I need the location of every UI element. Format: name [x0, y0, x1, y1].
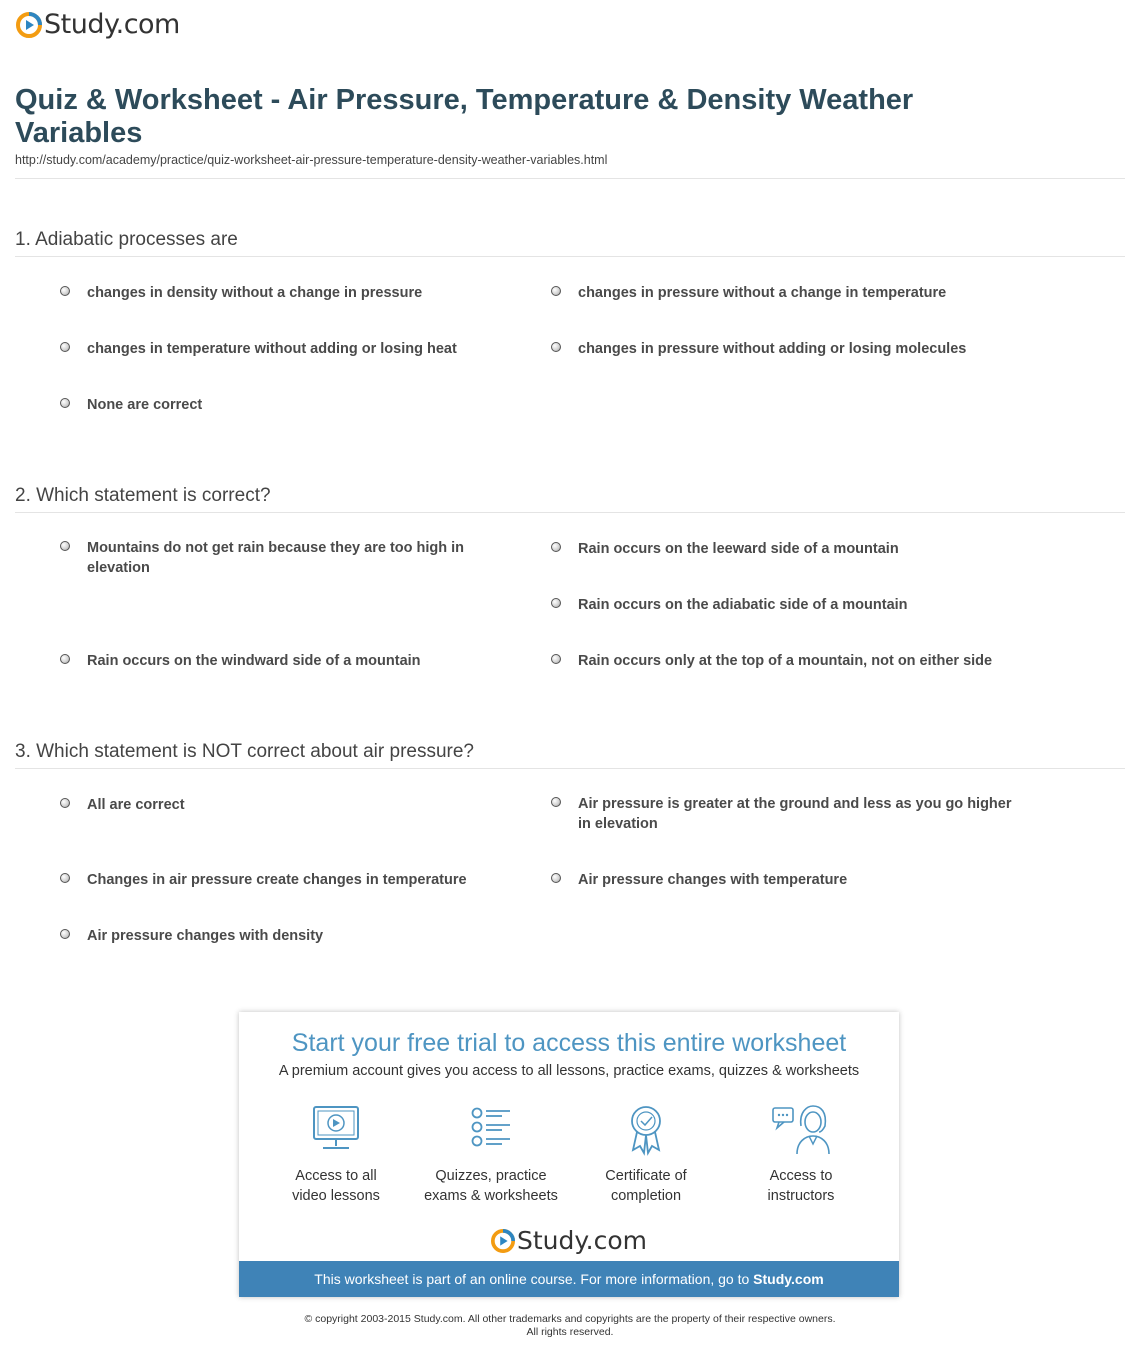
- question-2-title: 2. Which statement is correct?: [15, 485, 271, 506]
- divider: [15, 178, 1125, 179]
- option-label: Rain occurs only at the top of a mountain, not on either side: [578, 653, 993, 669]
- option-label: changes in density without a change in pressure: [87, 285, 423, 301]
- promo-logo[interactable]: [239, 1226, 899, 1255]
- q1-option-2[interactable]: [551, 283, 1021, 303]
- q3-option-2[interactable]: [551, 794, 1021, 834]
- free-trial-promo: [239, 1012, 899, 1297]
- copyright-line1: © copyright 2003-2015 Study.com. All other trademarks and copyrights are the property of their respective owners.: [304, 1313, 836, 1325]
- logo-text: Study.com: [44, 9, 180, 40]
- feature-instructors: [726, 1104, 876, 1206]
- promo-footer-text: This worksheet is part of an online course. For more information, go to: [314, 1271, 754, 1287]
- promo-footer: [239, 1261, 899, 1297]
- option-label: Rain occurs on the leeward side of a mountain: [578, 541, 899, 557]
- promo-footer-link[interactable]: Study.com: [753, 1271, 824, 1287]
- radio-button[interactable]: [60, 798, 70, 808]
- option-label: changes in pressure without a change in temperature: [578, 285, 947, 301]
- question-3-title: 3. Which statement is NOT correct about air pressure?: [15, 741, 474, 762]
- radio-button[interactable]: [60, 398, 70, 408]
- q2-option-5[interactable]: [551, 651, 1021, 671]
- feature-quizzes: [416, 1104, 566, 1206]
- logo-play-icon: [491, 1229, 515, 1253]
- q3-option-5[interactable]: [60, 926, 500, 946]
- divider: [15, 512, 1125, 513]
- option-label: Mountains do not get rain because they are too high in elevation: [87, 540, 465, 576]
- feature-label-line2: completion: [610, 1188, 682, 1204]
- q3-option-3[interactable]: [60, 870, 500, 890]
- radio-button[interactable]: [60, 342, 70, 352]
- page-title: Quiz & Worksheet - Air Pressure, Temperature & Density Weather Variables: [15, 84, 914, 149]
- q2-option-2[interactable]: [551, 539, 1021, 559]
- radio-button[interactable]: [60, 541, 70, 551]
- certificate-icon: [621, 1104, 671, 1156]
- q3-option-4[interactable]: [551, 870, 1021, 890]
- option-label: Air pressure changes with density: [87, 928, 324, 944]
- option-label: Changes in air pressure create changes in temperature: [87, 872, 467, 888]
- copyright-line2: All rights reserved.: [526, 1326, 614, 1338]
- promo-title[interactable]: Start your free trial to access this entire worksheet: [291, 1029, 847, 1057]
- radio-button[interactable]: [551, 654, 561, 664]
- question-1-title: 1. Adiabatic processes are: [15, 229, 238, 250]
- radio-button[interactable]: [60, 286, 70, 296]
- radio-button[interactable]: [60, 873, 70, 883]
- feature-label-line2: instructors: [767, 1188, 835, 1204]
- radio-button[interactable]: [551, 797, 561, 807]
- option-label: changes in temperature without adding or losing heat: [87, 341, 457, 357]
- promo-subtitle: A premium account gives you access to all lessons, practice exams, quizzes & worksheets: [278, 1063, 860, 1079]
- feature-video-lessons: [261, 1104, 411, 1206]
- radio-button[interactable]: [551, 542, 561, 552]
- option-label: Air pressure is greater at the ground and less as you go higher in elevation: [578, 796, 1012, 832]
- quiz-list-icon: [466, 1104, 516, 1156]
- feature-label-line2: video lessons: [292, 1188, 380, 1204]
- q2-option-4[interactable]: [60, 651, 500, 671]
- q2-option-3[interactable]: [551, 595, 1021, 615]
- feature-label-line2: exams & worksheets: [424, 1188, 558, 1204]
- logo-play-icon: [16, 12, 42, 38]
- radio-button[interactable]: [60, 929, 70, 939]
- option-label: Rain occurs on the windward side of a mountain: [87, 653, 421, 669]
- option-label: None are correct: [87, 397, 203, 413]
- radio-button[interactable]: [551, 598, 561, 608]
- feature-label-line1: Access to all: [295, 1168, 377, 1184]
- logo-text: Study.com: [517, 1226, 647, 1255]
- study-logo[interactable]: [16, 10, 180, 40]
- video-lesson-icon: [311, 1104, 361, 1156]
- q1-option-3[interactable]: [60, 339, 500, 359]
- q3-option-1[interactable]: [60, 795, 500, 815]
- option-label: changes in pressure without adding or losing molecules: [578, 341, 967, 357]
- divider: [15, 256, 1125, 257]
- feature-label-line1: Access to: [769, 1168, 833, 1184]
- radio-button[interactable]: [551, 342, 561, 352]
- radio-button[interactable]: [551, 873, 561, 883]
- option-label: Air pressure changes with temperature: [578, 872, 848, 888]
- option-label: All are correct: [87, 797, 185, 813]
- q2-option-1[interactable]: [60, 538, 470, 578]
- q1-option-5[interactable]: [60, 395, 500, 415]
- copyright: [0, 1313, 1140, 1339]
- feature-label-line1: Certificate of: [605, 1168, 687, 1184]
- feature-label-line1: Quizzes, practice: [435, 1168, 547, 1184]
- option-label: Rain occurs on the adiabatic side of a mountain: [578, 597, 908, 613]
- radio-button[interactable]: [60, 654, 70, 664]
- q1-option-1[interactable]: [60, 283, 500, 303]
- divider: [15, 768, 1125, 769]
- radio-button[interactable]: [551, 286, 561, 296]
- instructor-icon: [771, 1104, 831, 1156]
- feature-certificate: [571, 1104, 721, 1206]
- page-url: http://study.com/academy/practice/quiz-worksheet-air-pressure-temperature-density-weather-variables.html: [15, 153, 608, 167]
- q1-option-4[interactable]: [551, 339, 1021, 359]
